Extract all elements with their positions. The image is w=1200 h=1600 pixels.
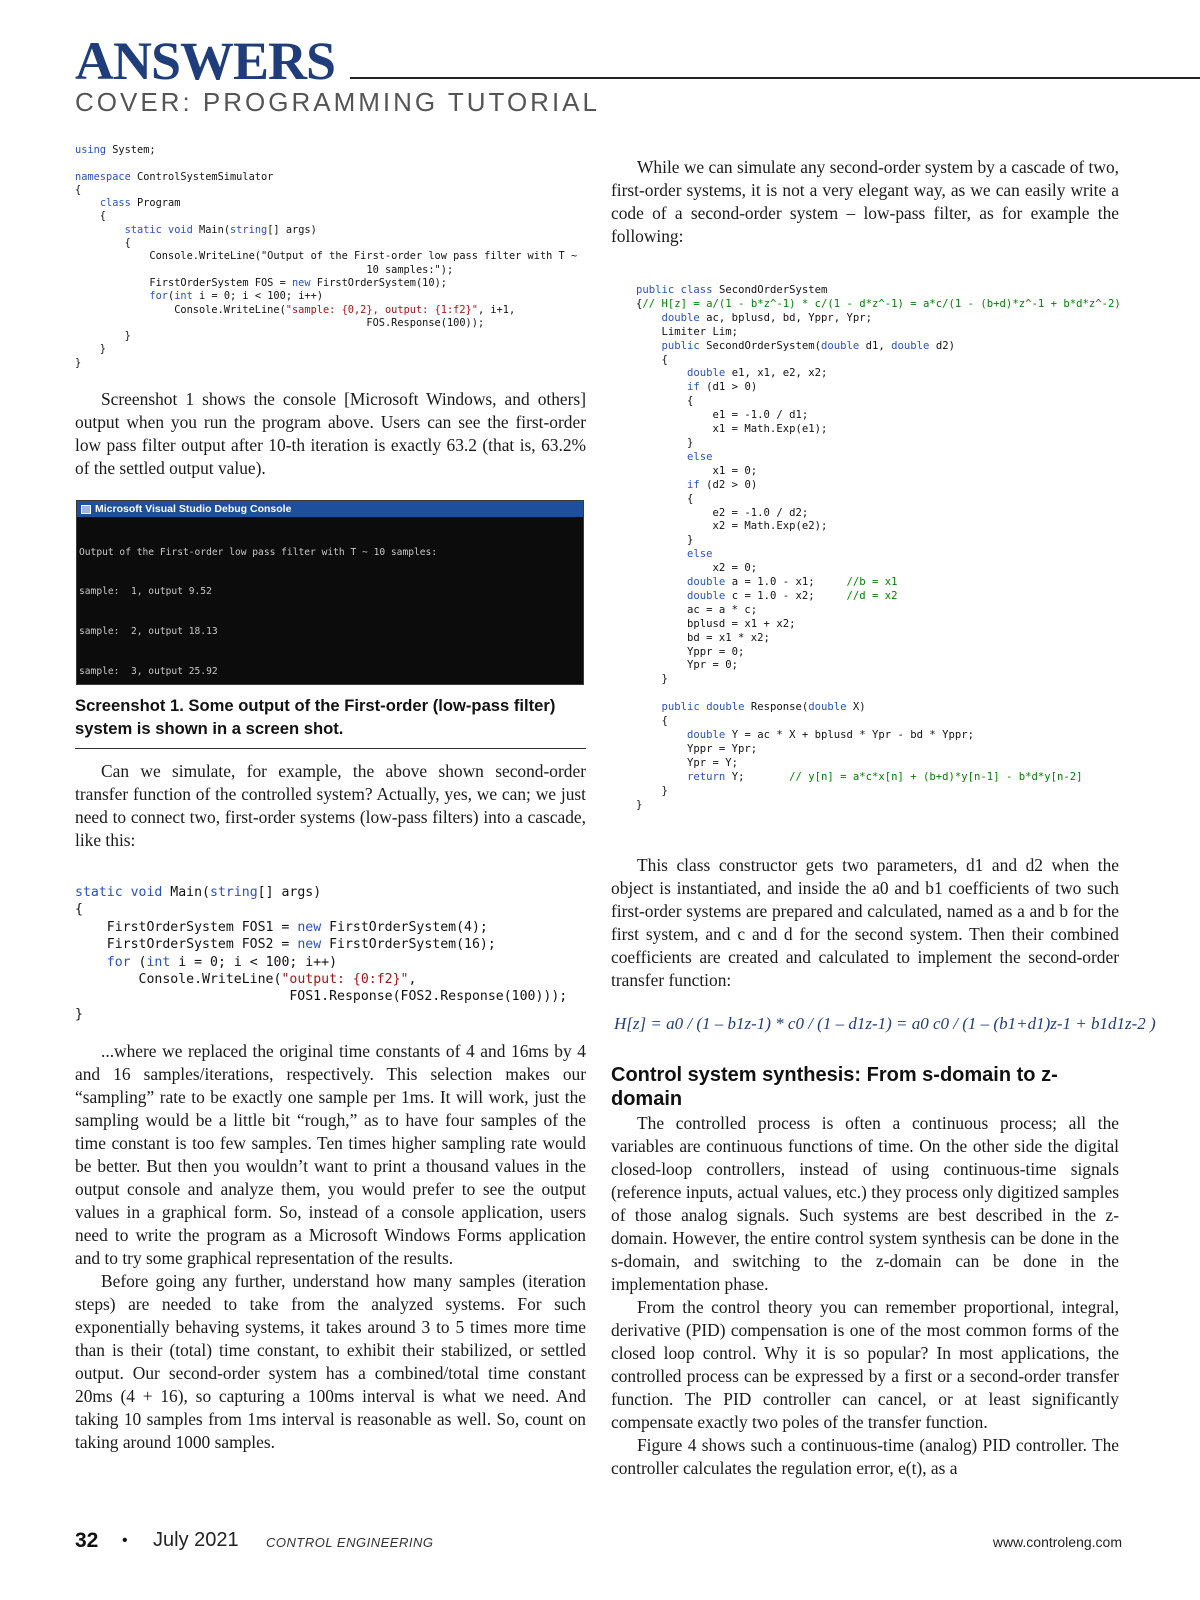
paragraph-second-order-intro xyxy=(611,156,1119,248)
paragraph-synthesis xyxy=(611,1112,1119,1480)
paragraph-cascade-intro xyxy=(75,760,586,852)
paragraph: From the control theory you can remember proportional, integral, derivative (PID) compensation is one of the most common forms of the closed loop control. Why it is so popular? In most applications, the controlled process can be expressed by a first or a second-order transfer function. The PID controller can cancel, or at least significantly compensate exactly two poles of the transfer function. xyxy=(611,1297,1119,1432)
code-line: double e1, x1, e2, x2; xyxy=(687,367,828,380)
code-line: public SecondOrderSystem(double d1, double d2) xyxy=(661,339,955,352)
code-line: static void Main(string[] args) xyxy=(75,885,322,900)
code-line: if (d2 > 0) xyxy=(687,478,758,491)
code-line: double ac, bplusd, bd, Yppr, Ypr; xyxy=(661,311,873,324)
code-line: } xyxy=(75,1006,83,1022)
code-line xyxy=(636,687,1121,701)
paragraph: ...where we replaced the original time constants of 4 and 16ms by 4 and 16 samples/iterations, respectively. This selection makes our “sampling” rate to be exactly one sample per 1ms. It will work, just the sampling would be a little bit “rough,” as to have four samples of the time constant is too few samples. Ten times higher sampling rate would be better. But then you wouldn’t want to print a thousand values in the output console and analyze them, you would prefer to see the output values in a graphical form. So, instead of a console application, users need to write the program as a Microsoft Windows Forms application and to try some graphical representation of the results. xyxy=(75,1041,586,1268)
code-line: Ypr = 0; xyxy=(636,659,739,672)
code-line: x1 = 0; xyxy=(636,464,758,477)
code-line: public double Response(double X) xyxy=(661,701,866,714)
screenshot-caption: Screenshot 1. Some output of the First-order (low-pass filter) system is shown in a screen shot. xyxy=(75,696,556,738)
paragraph: Screenshot 1 shows the console [Microsoft Windows, and others] output when you run the program above. Users can see the first-order low pass filter output after 10-th iteration is exactly 63.2 (that is, 63.2% of the settled output value). xyxy=(75,389,586,478)
code-line: FOS.Response(100)); xyxy=(75,316,485,329)
magazine-name: CONTROL ENGINEERING xyxy=(266,1535,434,1550)
code-line: { xyxy=(75,237,131,250)
caption-divider xyxy=(75,748,586,749)
code-line: x2 = 0; xyxy=(636,562,758,575)
console-line: sample: 1, output 9.52 xyxy=(79,586,212,598)
console-app-icon xyxy=(81,505,91,514)
code-line: e2 = -1.0 / d2; xyxy=(636,506,809,519)
paragraph: Figure 4 shows such a continuous-time (analog) PID controller. The controller calculates the regulation error, e(t), as a xyxy=(611,1435,1119,1478)
code-line: Yppr = Ypr; xyxy=(636,742,758,755)
code-line: 10 samples:"); xyxy=(75,263,454,276)
console-line: Output of the First-order low pass filter with T ~ 10 samples: xyxy=(79,546,438,558)
transfer-function-formula: H[z] = a0 / (1 – b1z-1) * c0 / (1 – d1z-1) = a0 c0 / (1 – (b1+d1)z-1 + b1d1z-2 ) xyxy=(614,1014,1156,1033)
code-line: { xyxy=(75,902,83,918)
code-line: FirstOrderSystem FOS1 = new FirstOrderSystem(4); xyxy=(75,919,488,935)
code-line: } xyxy=(636,784,668,797)
code-line: double Y = ac * X + bplusd * Ypr - bd * Yppr; xyxy=(687,729,975,741)
code-line: } xyxy=(75,330,131,343)
page-number: 32 xyxy=(75,1529,99,1552)
code-line: namespace ControlSystemSimulator xyxy=(75,170,274,183)
website-link[interactable]: www.controleng.com xyxy=(992,1534,1122,1550)
code-line: e1 = -1.0 / d1; xyxy=(636,409,809,422)
code-line xyxy=(75,157,577,170)
code-line: } xyxy=(636,534,694,547)
paragraph: Can we simulate, for example, the above shown second-order transfer function of the controlled system? Actually, yes, we can; we just need to connect two, first-order systems (low-pass filters) into a cascade, like this: xyxy=(75,761,586,850)
code-line: double c = 1.0 - x2; //d = x2 xyxy=(687,589,898,602)
code-line: { xyxy=(75,210,106,223)
code-line: for (int i = 0; i < 100; i++) xyxy=(106,954,338,970)
bullet-separator: • xyxy=(122,1532,128,1549)
code-line: for(int i = 0; i < 100; i++) xyxy=(149,290,324,303)
section-subtitle: COVER: PROGRAMMING TUTORIAL xyxy=(75,87,600,117)
code-line: using System; xyxy=(75,144,156,156)
code-line: FOS1.Response(FOS2.Response(100))); xyxy=(75,989,568,1005)
code-line: { xyxy=(636,715,668,728)
code-line: } xyxy=(636,673,668,686)
code-line: { xyxy=(636,492,694,505)
code-line: } xyxy=(75,343,106,356)
code-line: bd = x1 * x2; xyxy=(636,631,770,644)
header-rule xyxy=(350,77,1200,79)
console-title: Microsoft Visual Studio Debug Console xyxy=(95,503,292,515)
code-line: Console.WriteLine("sample: {0,2}, output: {1:f2}", i+1, xyxy=(75,303,516,316)
code-line: {// H[z] = a/(1 - b*z^-1) * c/(1 - d*z^-1) = a*c/(1 - (b+d)*z^-1 + b*d*z^-2) xyxy=(636,297,1121,310)
code-listing-main xyxy=(75,144,577,370)
console-line: sample: 2, output 18.13 xyxy=(79,626,218,638)
paragraph: The controlled process is often a continuous process; all the variables are continuous functions of time. On the other side the digital closed-loop controllers, instead of using continuous-time signals (reference inputs, actual values, etc.) they process only digitized samples of those analog signals. Such systems are best described in the z-domain. However, the entire control system synthesis can be done in the s-domain, and switching to the z-domain can be done in the implementation phase. xyxy=(611,1113,1119,1294)
code-line: Console.WriteLine("output: {0:f2}", xyxy=(75,972,417,988)
paragraph: While we can simulate any second-order system by a cascade of two, first-order systems, it is not a very elegant way, as we can easily write a code of a second-order system – low-pass filter, as for example the following: xyxy=(611,157,1119,246)
code-line: FirstOrderSystem FOS = new FirstOrderSystem(10); xyxy=(75,276,447,289)
code-line: } xyxy=(75,356,82,369)
code-line: Limiter Lim; xyxy=(636,325,739,338)
code-line: { xyxy=(636,395,694,408)
code-line: Ypr = Y; xyxy=(636,756,739,769)
code-line: class Program xyxy=(99,197,181,210)
code-line: x1 = Math.Exp(e1); xyxy=(636,423,828,436)
code-listing-second-order xyxy=(636,284,1121,812)
code-line: return Y; // y[n] = a*c*x[n] + (b+d)*y[n-1] - b*d*y[n-2] xyxy=(687,770,1083,783)
code-line: public class SecondOrderSystem xyxy=(636,284,828,296)
section-title: ANSWERS xyxy=(75,31,336,91)
code-line: Yppr = 0; xyxy=(636,645,745,658)
code-line: { xyxy=(636,353,668,366)
paragraph-screenshot-intro xyxy=(75,388,586,480)
console-output xyxy=(77,517,583,685)
code-line: } xyxy=(636,798,643,811)
issue-date: July 2021 xyxy=(153,1529,239,1551)
code-line: ac = a * c; xyxy=(636,603,758,616)
code-line: double a = 1.0 - x1; //b = x1 xyxy=(687,576,898,589)
console-screenshot xyxy=(76,500,584,685)
code-listing-cascade xyxy=(75,884,567,1023)
paragraph-constructor xyxy=(611,854,1119,992)
paragraph-sampling xyxy=(75,1040,586,1454)
section-heading: Control system synthesis: From s-domain to z-domain xyxy=(611,1064,1058,1110)
code-line: if (d1 > 0) xyxy=(687,381,758,394)
paragraph: Before going any further, understand how many samples (iteration steps) are needed to take from the analyzed systems. For such exponentially behaving systems, it takes around 3 to 5 times more time than is their (total) time constant, to exhibit their stabilized, or settled output. Our second-order system has a combined/total time constant 20ms (4 + 16), so capturing a 100ms interval is what we need. And taking 10 samples from 1ms interval is reasonable as well. So, count on taking around 1000 samples. xyxy=(75,1271,586,1452)
code-line: else xyxy=(687,548,713,561)
code-line: { xyxy=(75,183,82,196)
code-line: } xyxy=(636,436,694,449)
code-line: x2 = Math.Exp(e2); xyxy=(636,520,828,533)
code-line: static void Main(string[] args) xyxy=(124,223,317,236)
console-title-bar xyxy=(77,501,583,517)
paragraph: This class constructor gets two parameters, d1 and d2 when the object is instantiated, and inside the a0 and b1 coefficients of two such first-order systems are prepared and calculated, named as a and b for the first system, and c and d for the second system. Then their combined coefficients are created and calculated to implement the second-order transfer function: xyxy=(611,855,1119,990)
code-line: else xyxy=(687,450,713,463)
code-line: bplusd = x1 + x2; xyxy=(636,617,796,630)
console-line: sample: 3, output 25.92 xyxy=(79,666,218,678)
code-line: Console.WriteLine("Output of the First-order low pass filter with T ~ xyxy=(75,250,578,263)
code-line: FirstOrderSystem FOS2 = new FirstOrderSystem(16); xyxy=(75,937,496,953)
